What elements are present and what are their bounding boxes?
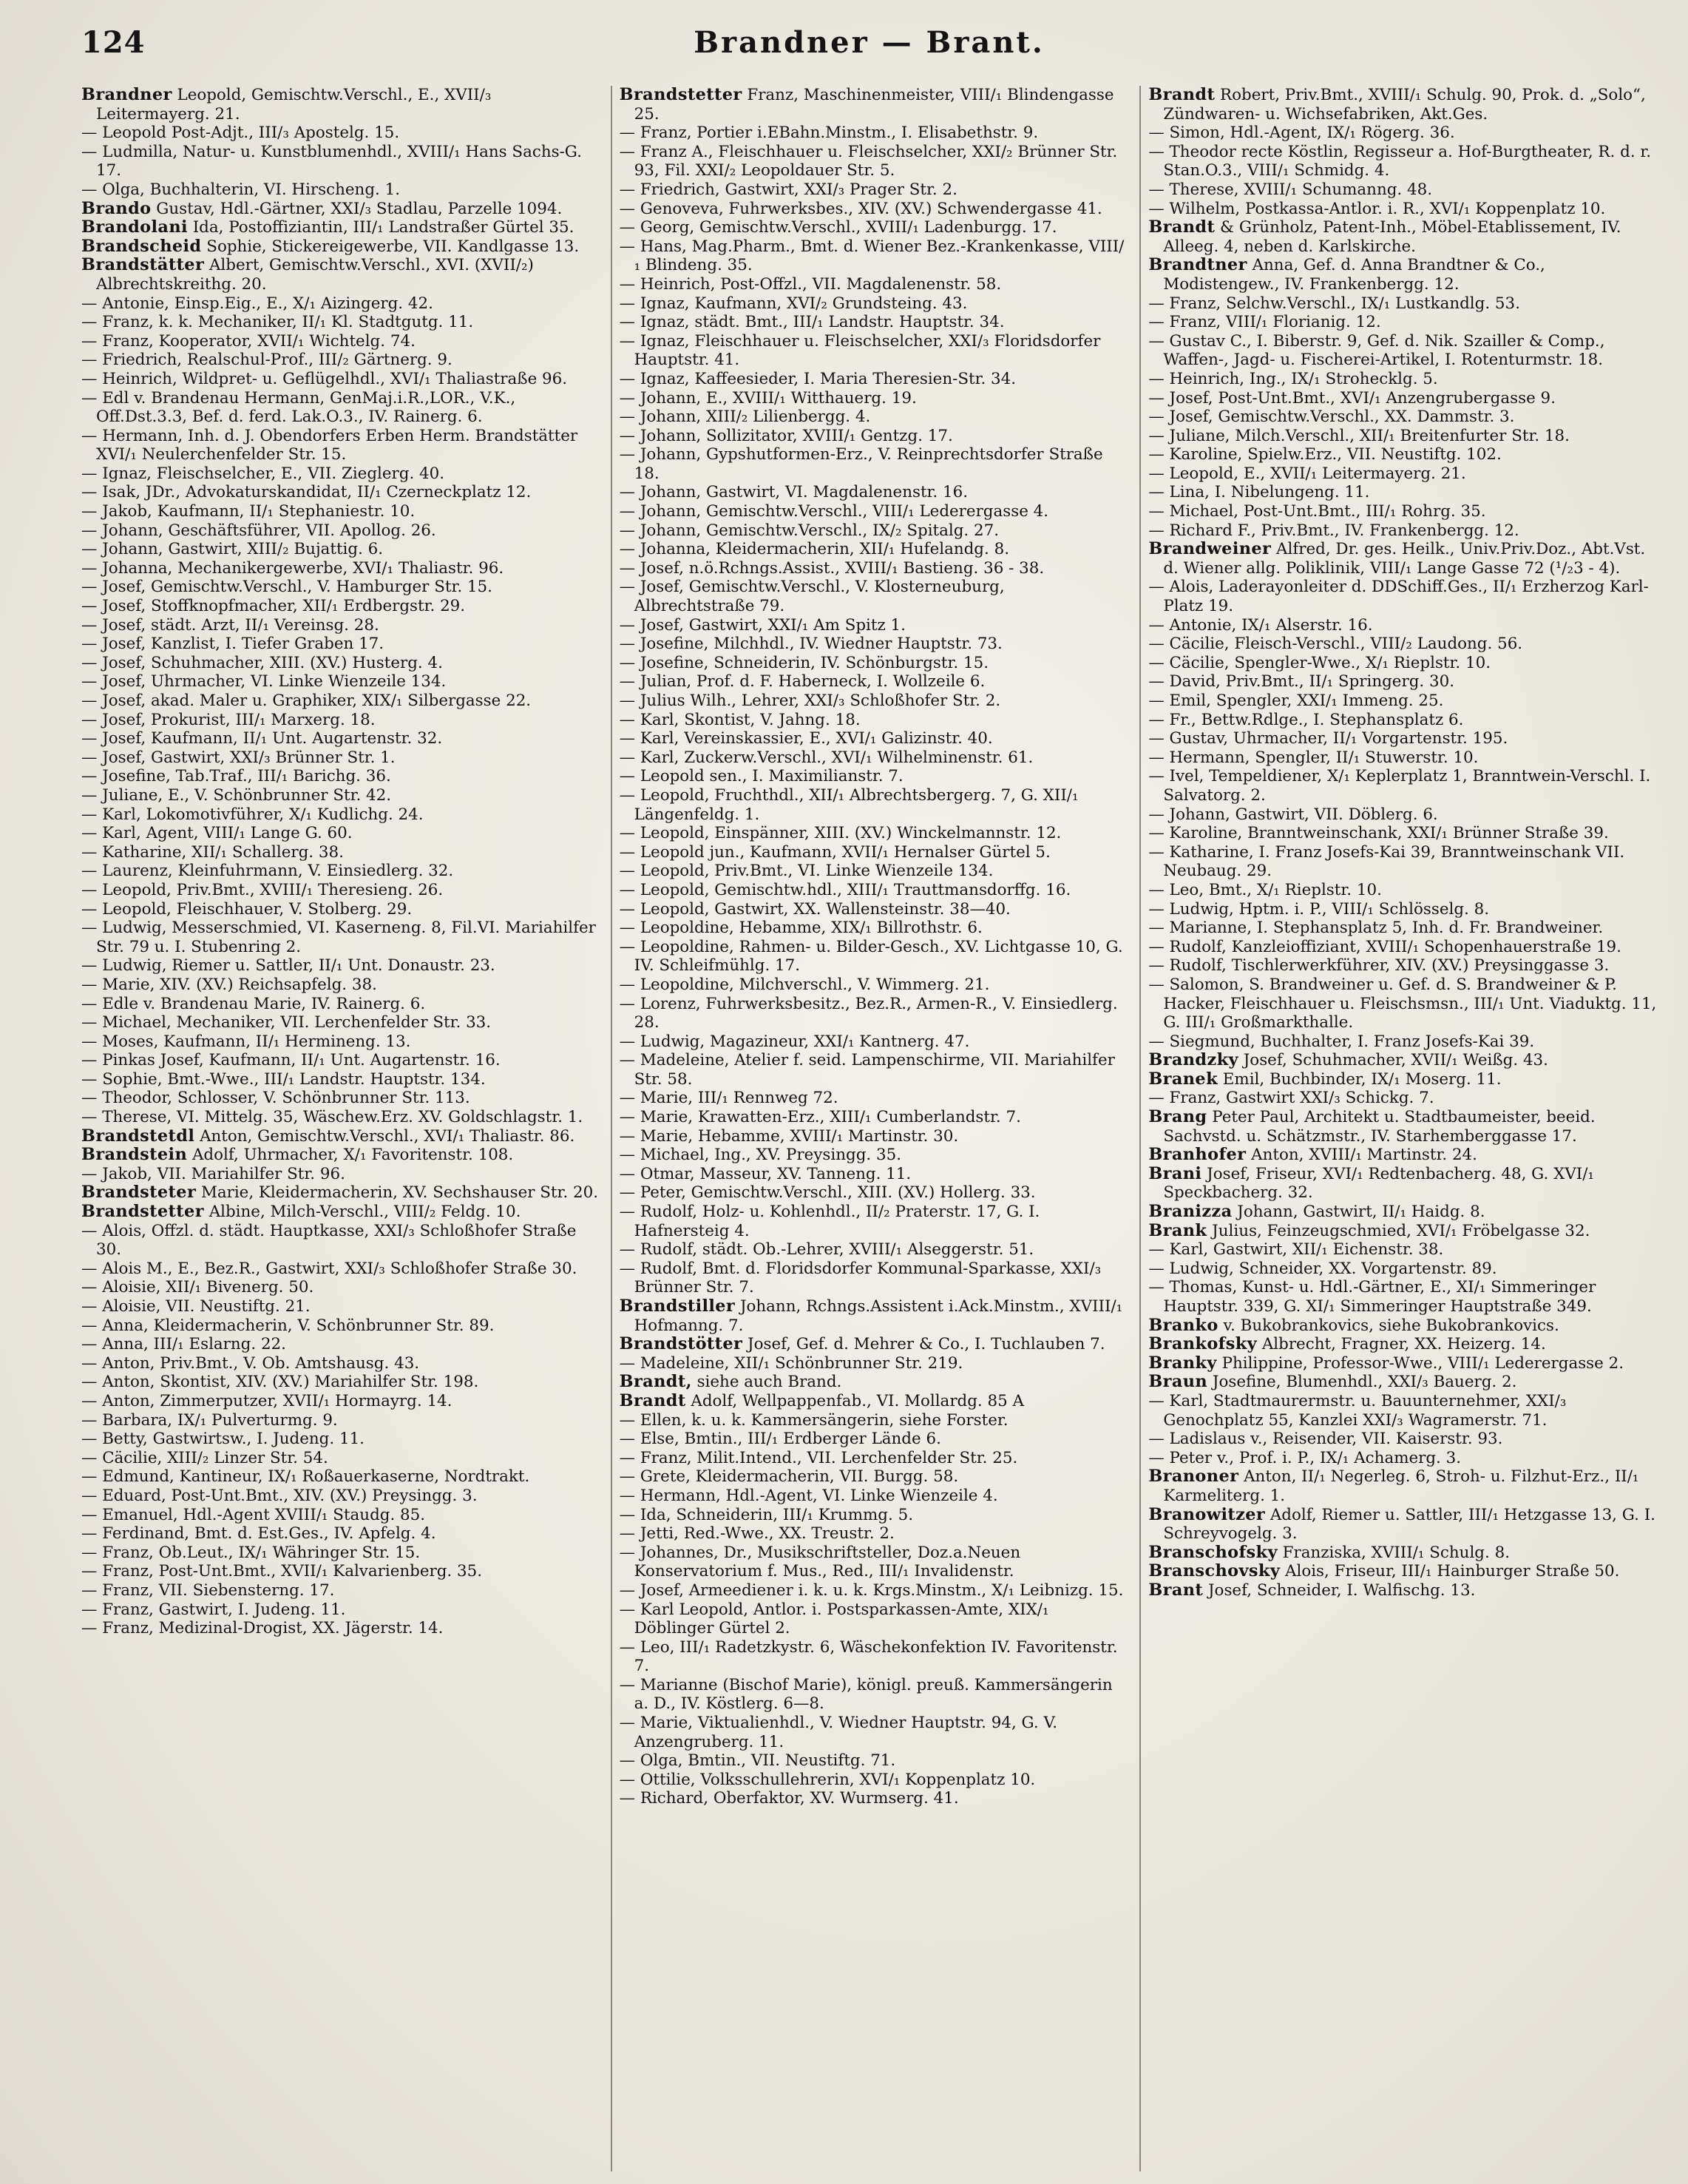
directory-entry: Brankofsky Albrecht, Fragner, XX. Heizerg. 14.: [1148, 1334, 1546, 1354]
directory-entry: — Josef, Prokurist, III/₁ Marxerg. 18.: [81, 710, 376, 729]
directory-entry: — Laurenz, Kleinfuhrmann, V. Einsiedlerg. 32.: [81, 862, 454, 881]
directory-entry: — David, Priv.Bmt., II/₁ Springerg. 30.: [1148, 672, 1454, 692]
directory-entry: — Karl, Vereinskassier, E., XVI/₁ Galizinstr. 40.: [619, 729, 993, 748]
directory-entry: — Franz A., Fleischhauer u. Fleischselcher, XXI/₂ Brünner Str. 93, Fil. XXI/₂ Leopoldauer Str. 5.: [619, 142, 1118, 180]
directory-entry: — Johann, Gastwirt, VII. Döblerg. 6.: [1148, 805, 1438, 824]
directory-entry: — Jakob, Kaufmann, II/₁ Stephaniestr. 10.: [81, 502, 416, 521]
directory-entry: — Richard F., Priv.Bmt., IV. Frankenbergg. 12.: [1148, 521, 1519, 540]
directory-entry: — Hermann, Inh. d. J. Obendorfers Erben Herm. Brandstätter XVI/₁ Neulerchenfelder Str. 15.: [81, 426, 578, 464]
directory-entry: — Johann, Gypshutformen-Erz., V. Reinprechtsdorfer Straße 18.: [619, 445, 1103, 483]
directory-entry: — Franz, Gastwirt, I. Judeng. 11.: [81, 1600, 346, 1619]
directory-entry: — Josef, Stoffknopfmacher, XII/₁ Erdbergstr. 29.: [81, 597, 466, 616]
running-head: [81, 21, 1657, 72]
directory-entry: — Franz, Post-Unt.Bmt., XVII/₁ Kalvarienberg. 35.: [81, 1562, 483, 1581]
directory-entry: — Hans, Mag.Pharm., Bmt. d. Wiener Bez.-Krankenkasse, VIII/₁ Blindeng. 35.: [619, 237, 1125, 275]
directory-entry: — Alois, Laderayonleiter d. DDSchiff.Ges., II/₁ Erzherzog Karl-Platz 19.: [1148, 578, 1649, 616]
directory-entry: Brandt, siehe auch Brand.: [619, 1372, 842, 1392]
directory-entry: — Franz, VII. Siebensterng. 17.: [81, 1580, 335, 1600]
directory-entry: — Ottilie, Volksschullehrerin, XVI/₁ Koppenplatz 10.: [619, 1770, 1036, 1789]
directory-entry: — Leopold, Gastwirt, XX. Wallensteinstr. 38—40.: [619, 899, 1011, 919]
directory-entry: — Leopold, Gemischtw.hdl., XIII/₁ Trauttmansdorffg. 16.: [619, 880, 1071, 899]
directory-entry: — Franz, Ob.Leut., IX/₁ Währinger Str. 15.: [81, 1543, 421, 1562]
directory-entry: — Leopold, Fleischhauer, V. Stolberg. 29.: [81, 899, 413, 919]
directory-entry: — Michael, Ing., XV. Preysingg. 35.: [619, 1146, 902, 1165]
directory-entry: Brank Julius, Feinzeugschmied, XVI/₁ Fröbelgasse 32.: [1148, 1220, 1590, 1240]
directory-entry: — Johann, Gemischtw.Verschl., IX/₂ Spitalg. 27.: [619, 521, 1000, 540]
directory-entry: — Leopoldine, Milchverschl., V. Wimmerg. 21.: [619, 975, 990, 994]
directory-entry: Brani Josef, Friseur, XVI/₁ Redtenbacherg. 48, G. XVI/₁ Speckbacherg. 32.: [1148, 1163, 1595, 1203]
directory-entry: — Eduard, Post-Unt.Bmt., XIV. (XV.) Preysingg. 3.: [81, 1486, 478, 1505]
directory-entry: — Leo, Bmt., X/₁ Rieplstr. 10.: [1148, 880, 1382, 899]
directory-entry: — Marie, XIV. (XV.) Reichsapfelg. 38.: [81, 975, 377, 994]
directory-entry: — Betty, Gastwirtsw., I. Judeng. 11.: [81, 1430, 365, 1449]
directory-entry: — Franz, Portier i.EBahn.Minstm., I. Elisabethstr. 9.: [619, 124, 1039, 143]
directory-entry: — Johanna, Mechanikergewerbe, XVI/₁ Thaliastr. 96.: [81, 558, 504, 578]
directory-entry: — Johann, Gastwirt, XIII/₂ Bujattig. 6.: [81, 540, 384, 559]
directory-entry: — Franz, VIII/₁ Florianig. 12.: [1148, 313, 1381, 332]
directory-entry: — Leopold, Einspänner, XIII. (XV.) Winckelmannstr. 12.: [619, 824, 1062, 843]
directory-entry: Brang Peter Paul, Architekt u. Stadtbaumeister, beeid. Sachvstd. u. Schätzmstr., IV. Starhemberggasse 17.: [1148, 1107, 1596, 1146]
directory-entry: — Isak, JDr., Advokaturskandidat, II/₁ Czerneckplatz 12.: [81, 483, 532, 502]
directory-entry: — Cäcilie, Spengler-Wwe., X/₁ Rieplstr. 10.: [1148, 653, 1491, 672]
directory-entry: — Josef, Gemischtw.Verschl., V. Klosterneuburg, Albrechtstraße 79.: [619, 578, 1005, 616]
directory-entry: — Josef, Post-Unt.Bmt., XVI/₁ Anzengrubergasse 9.: [1148, 388, 1556, 408]
directory-entry: — Johann, XIII/₂ Lilienbergg. 4.: [619, 408, 871, 427]
directory-entry: — Rudolf, Holz- u. Kohlenhdl., II/₂ Praterstr. 17, G. I. Hafnersteig 4.: [619, 1203, 1040, 1240]
directory-entry: — Lorenz, Fuhrwerksbesitz., Bez.R., Armen-R., V. Einsiedlerg. 28.: [619, 994, 1118, 1032]
directory-entry: — Ladislaus v., Reisender, VII. Kaiserstr. 93.: [1148, 1430, 1503, 1449]
directory-entry: Branko v. Bukobrankovics, siehe Bukobrankovics.: [1148, 1315, 1559, 1335]
directory-entry: — Ludwig, Hptm. i. P., VIII/₁ Schlösselg. 8.: [1148, 899, 1490, 919]
directory-entry: Brandscheid Sophie, Stickereigewerbe, VII. Kandlgasse 13.: [81, 236, 580, 256]
column-3: [1139, 86, 1657, 2171]
directory-entry: — Else, Bmtin., III/₁ Erdberger Lände 6.: [619, 1430, 941, 1449]
directory-entry: — Olga, Bmtin., VII. Neustiftg. 71.: [619, 1751, 896, 1771]
directory-entry: — Sophie, Bmt.-Wwe., III/₁ Landstr. Hauptstr. 134.: [81, 1069, 486, 1089]
directory-entry: — Josef, Gemischtw.Verschl., V. Hamburger Str. 15.: [81, 578, 492, 597]
directory-entry: — Michael, Mechaniker, VII. Lerchenfelder Str. 33.: [81, 1013, 492, 1032]
directory-entry: — Ignaz, Fleischhauer u. Fleischselcher, XXI/₃ Floridsdorfer Hauptstr. 41.: [619, 331, 1101, 370]
directory-entry: — Rudolf, Tischlerwerkführer, XIV. (XV.) Preysinggasse 3.: [1148, 956, 1610, 976]
directory-entry: — Franz, Medizinal-Drogist, XX. Jägerstr. 14.: [81, 1619, 444, 1638]
directory-entry: — Aloisie, VII. Neustiftg. 21.: [81, 1297, 311, 1316]
directory-entry: — Johann, E., XVIII/₁ Witthauerg. 19.: [619, 388, 917, 408]
directory-entry: — Ludmilla, Natur- u. Kunstblumenhdl., XVIII/₁ Hans Sachs-G. 17.: [81, 142, 582, 180]
directory-entry: — Ignaz, Kaufmann, XVI/₂ Grundsteing. 43.: [619, 294, 968, 313]
directory-entry: Branschofsky Franziska, XVIII/₁ Schulg. 8.: [1148, 1542, 1510, 1562]
directory-entry: — Barbara, IX/₁ Pulverturmg. 9.: [81, 1410, 338, 1430]
directory-entry: — Josef, Gastwirt, XXI/₁ Am Spitz 1.: [619, 615, 906, 635]
directory-entry: — Ludwig, Riemer u. Sattler, II/₁ Unt. Donaustr. 23.: [81, 956, 495, 976]
directory-entry: Brandolani Ida, Postoffiziantin, III/₁ Landstraßer Gürtel 35.: [81, 217, 574, 237]
directory-entry: Branizza Johann, Gastwirt, II/₁ Haidg. 8.: [1148, 1202, 1485, 1222]
directory-entry: — Anton, Priv.Bmt., V. Ob. Amtshausg. 43.: [81, 1353, 420, 1373]
directory-entry: — Therese, VI. Mittelg. 35, Wäschew.Erz. XV. Goldschlagstr. 1.: [81, 1108, 583, 1127]
directory-entry: — Rudolf, städt. Ob.-Lehrer, XVIII/₁ Alseggerstr. 51.: [619, 1240, 1034, 1260]
directory-entry: — Ignaz, städt. Bmt., III/₁ Landstr. Hauptstr. 34.: [619, 313, 1005, 332]
page-number: 124: [81, 25, 146, 60]
directory-entry: — Hermann, Spengler, II/₁ Stuwerstr. 10.: [1148, 748, 1479, 767]
directory-entry: — Ignaz, Fleischselcher, E., VII. Zieglerg. 40.: [81, 464, 445, 483]
directory-entry: — Rudolf, Bmt. d. Floridsdorfer Kommunal-Sparkasse, XXI/₃ Brünner Str. 7.: [619, 1259, 1102, 1297]
directory-entry: — Juliane, E., V. Schönbrunner Str. 42.: [81, 785, 392, 805]
directory-entry: — Hermann, Hdl.-Agent, VI. Linke Wienzeile 4.: [619, 1486, 998, 1505]
directory-entry: — Madeleine, XII/₁ Schönbrunner Str. 219.: [619, 1353, 963, 1373]
directory-entry: — Katharine, I. Franz Josefs-Kai 39, Branntweinschank VII. Neubaug. 29.: [1148, 842, 1625, 881]
directory-entry: — Antonie, Einsp.Eig., E., X/₁ Aizingerg. 42.: [81, 294, 433, 313]
directory-entry: — Leopoldine, Rahmen- u. Bilder-Gesch., XV. Lichtgasse 10, G. IV. Schleifmühlg. 17.: [619, 937, 1123, 976]
directory-entry: — Theodor, Schlosser, V. Schönbrunner Str. 113.: [81, 1089, 470, 1108]
directory-entry: — Ivel, Tempeldiener, X/₁ Keplerplatz 1, Branntwein-Verschl. I. Salvatorg. 2.: [1148, 767, 1651, 805]
directory-entry: — Edl v. Brandenau Hermann, GenMaj.i.R.,LOR., V.K., Off.Dst.3.3, Bef. d. ferd. Lak.O.3., IV. Rainerg. 6.: [81, 388, 516, 427]
directory-entry: Brandsteter Marie, Kleidermacherin, XV. Sechshauser Str. 20.: [81, 1183, 599, 1203]
directory-entry: — Richard, Oberfaktor, XV. Wurmserg. 41.: [619, 1789, 959, 1808]
directory-entry: — Josef, akad. Maler u. Graphiker, XIX/₁ Silbergasse 22.: [81, 692, 532, 710]
directory-entry: — Heinrich, Post-Offzl., VII. Magdalenenstr. 58.: [619, 274, 1002, 294]
directory-entry: — Cäcilie, Fleisch-Verschl., VIII/₂ Laudong. 56.: [1148, 635, 1523, 654]
directory-entry: — Anton, Skontist, XIV. (XV.) Mariahilfer Str. 198.: [81, 1373, 479, 1392]
directory-entry: — Marie, Viktualienhdl., V. Wiedner Hauptstr. 94, G. V. Anzengruberg. 11.: [619, 1714, 1057, 1751]
directory-entry: — Fr., Bettw.Rdlge., I. Stephansplatz 6.: [1148, 710, 1464, 729]
directory-entry: — Johanna, Kleidermacherin, XII/₁ Hufelandg. 8.: [619, 540, 1010, 559]
directory-entry: — Karl, Stadtmaurermstr. u. Bauunternehmer, XXI/₃ Genochplatz 55, Kanzlei XXI/₃ Wagramerstr. 71.: [1148, 1391, 1567, 1430]
directory-entry: — Josef, Kaufmann, II/₁ Unt. Augartenstr. 32.: [81, 729, 443, 748]
directory-entry: — Johann, Geschäftsführer, VII. Apollog. 26.: [81, 521, 436, 540]
directory-entry: — Leopold, E., XVII/₁ Leitermayerg. 21.: [1148, 464, 1466, 483]
directory-entry: — Siegmund, Buchhalter, I. Franz Josefs-Kai 39.: [1148, 1032, 1535, 1051]
directory-entry: — Grete, Kleidermacherin, VII. Burgg. 58.: [619, 1467, 959, 1487]
directory-entry: — Franz, Kooperator, XVII/₁ Wichtelg. 74.: [81, 331, 416, 351]
directory-entry: — Georg, Gemischtw.Verschl., XVIII/₁ Ladenburgg. 17.: [619, 218, 1057, 237]
directory-entry: — Katharine, XII/₁ Schallerg. 38.: [81, 842, 344, 862]
directory-entry: — Ellen, k. u. k. Kammersängerin, siehe Forster.: [619, 1410, 1009, 1430]
directory-entry: — Peter v., Prof. i. P., IX/₁ Achamerg. 3.: [1148, 1448, 1462, 1467]
directory-entry: — Leopold jun., Kaufmann, XVII/₁ Hernalser Gürtel 5.: [619, 842, 1051, 862]
directory-entry: Branky Philippine, Professor-Wwe., VIII/₁ Lederergasse 2.: [1148, 1353, 1624, 1373]
directory-entry: Brandstetter Franz, Maschinenmeister, VIII/₁ Blindengasse 25.: [619, 86, 1114, 124]
directory-entry: — Alois, Offzl. d. städt. Hauptkasse, XXI/₃ Schloßhofer Straße 30.: [81, 1221, 577, 1260]
column-2: [611, 86, 1128, 2171]
directory-entry: — Thomas, Kunst- u. Hdl.-Gärtner, E., XI/₁ Simmeringer Hauptstr. 339, G. XI/₁ Simmeringer Hauptstraße 349.: [1148, 1278, 1596, 1316]
directory-entry: — Leopold sen., I. Maximilianstr. 7.: [619, 767, 904, 786]
directory-entry: — Otmar, Masseur, XV. Tanneng. 11.: [619, 1164, 912, 1183]
directory-entry: — Marie, III/₁ Rennweg 72.: [619, 1089, 838, 1108]
directory-entry: — Michael, Post-Unt.Bmt., III/₁ Rohrg. 35.: [1148, 502, 1486, 521]
directory-entry: — Johann, Gemischtw.Verschl., VIII/₁ Lederergasse 4.: [619, 502, 1049, 521]
directory-entry: Branhofer Anton, XVIII/₁ Martinstr. 24.: [1148, 1145, 1477, 1165]
directory-entry: — Gustav C., I. Biberstr. 9, Gef. d. Nik. Szailler & Comp., Waffen-, Jagd- u. Fischerei-Artikel, I. Rotenturmstr. 18.: [1148, 331, 1605, 370]
directory-entry: — Therese, XVIII/₁ Schumanng. 48.: [1148, 180, 1433, 199]
directory-entry: — Marianne, I. Stephansplatz 5, Inh. d. Fr. Brandweiner.: [1148, 919, 1604, 938]
directory-entry: — Anna, III/₁ Eslarng. 22.: [81, 1335, 286, 1354]
directory-entry: Brandt Adolf, Wellpappenfab., VI. Mollardg. 85 A: [619, 1390, 1024, 1410]
directory-entry: — Josef, Uhrmacher, VI. Linke Wienzeile 134.: [81, 672, 447, 692]
directory-columns: [81, 86, 1657, 2171]
column-1: [81, 86, 599, 2171]
directory-entry: — Ludwig, Magazineur, XXI/₁ Kantnerg. 47.: [619, 1032, 970, 1051]
directory-entry: Brandstetdl Anton, Gemischtw.Verschl., XVI/₁ Thaliastr. 86.: [81, 1126, 575, 1146]
directory-entry: — Karl, Skontist, V. Jahng. 18.: [619, 710, 861, 729]
directory-entry: — Heinrich, Wildpret- u. Geflügelhdl., XVI/₁ Thaliastraße 96.: [81, 369, 568, 388]
directory-entry: — Josefine, Milchhdl., IV. Wiedner Hauptstr. 73.: [619, 635, 1003, 654]
directory-entry: — Friedrich, Gastwirt, XXI/₃ Prager Str. 2.: [619, 180, 957, 199]
directory-entry: — Rudolf, Kanzleioffiziant, XVIII/₁ Schopenhauerstraße 19.: [1148, 937, 1621, 956]
directory-entry: Brandtner Anna, Gef. d. Anna Brandtner & Co., Modistengew., IV. Frankenbergg. 12.: [1148, 255, 1545, 294]
directory-entry: — Josefine, Tab.Traf., III/₁ Barichg. 36.: [81, 767, 391, 786]
directory-entry: — Karoline, Branntweinschank, XXI/₁ Brünner Straße 39.: [1148, 824, 1609, 843]
directory-entry: — Leopold, Priv.Bmt., VI. Linke Wienzeile 134.: [619, 862, 994, 881]
directory-entry: — Edmund, Kantineur, IX/₁ Roßauerkaserne, Nordtrakt.: [81, 1467, 530, 1487]
directory-entry: — Josefine, Schneiderin, IV. Schönburgstr. 15.: [619, 653, 989, 672]
directory-entry: — Marie, Hebamme, XVIII/₁ Martinstr. 30.: [619, 1126, 959, 1146]
directory-entry: — Emanuel, Hdl.-Agent XVIII/₁ Staudg. 85.: [81, 1505, 426, 1524]
directory-entry: — Anna, Kleidermacherin, V. Schönbrunner Str. 89.: [81, 1316, 495, 1335]
directory-entry: Brandstätter Albert, Gemischtw.Verschl., XVI. (XVII/₂) Albrechtskreithg. 20.: [81, 255, 534, 294]
directory-entry: — Alois M., E., Bez.R., Gastwirt, XXI/₃ Schloßhofer Straße 30.: [81, 1259, 577, 1278]
directory-entry: — Karoline, Spielw.Erz., VII. Neustiftg. 102.: [1148, 445, 1502, 464]
directory-entry: Brando Gustav, Hdl.-Gärtner, XXI/₃ Stadlau, Parzelle 1094.: [81, 198, 563, 218]
directory-entry: — Franz, Milit.Intend., VII. Lerchenfelder Str. 25.: [619, 1448, 1018, 1467]
directory-entry: Branek Emil, Buchbinder, IX/₁ Moserg. 11.: [1148, 1069, 1502, 1089]
directory-entry: — Wilhelm, Postkassa-Antlor. i. R., XVI/₁ Koppenplatz 10.: [1148, 199, 1606, 218]
directory-entry: Brandstiller Johann, Rchngs.Assistent i.Ack.Minstm., XVIII/₁ Hofmanng. 7.: [619, 1296, 1123, 1335]
directory-entry: Branschovsky Alois, Friseur, III/₁ Hainburger Straße 50.: [1148, 1561, 1620, 1581]
directory-entry: — Gustav, Uhrmacher, II/₁ Vorgartenstr. 195.: [1148, 729, 1508, 748]
directory-entry: Brant Josef, Schneider, I. Walfischg. 13.: [1148, 1580, 1476, 1600]
directory-entry: — Karl Leopold, Antlor. i. Postsparkassen-Amte, XIX/₁ Döblinger Gürtel 2.: [619, 1600, 1049, 1638]
directory-entry: — Olga, Buchhalterin, VI. Hirscheng. 1.: [81, 180, 401, 199]
directory-entry: Brandstötter Josef, Gef. d. Mehrer & Co., I. Tuchlauben 7.: [619, 1334, 1105, 1354]
directory-entry: — Aloisie, XII/₁ Bivenerg. 50.: [81, 1278, 314, 1297]
directory-entry: — Josef, n.ö.Rchngs.Assist., XVIII/₁ Bastieng. 36 - 38.: [619, 558, 1045, 578]
directory-entry: — Franz, k. k. Mechaniker, II/₁ Kl. Stadtgutg. 11.: [81, 313, 474, 332]
directory-entry: — Jetti, Red.-Wwe., XX. Treustr. 2.: [619, 1524, 895, 1544]
directory-entry: — Anton, Zimmerputzer, XVII/₁ Hormayrg. 14.: [81, 1391, 452, 1410]
directory-entry: — Emil, Spengler, XXI/₁ Immeng. 25.: [1148, 692, 1444, 710]
directory-entry: — Franz, Selchw.Verschl., IX/₁ Lustkandlg. 53.: [1148, 294, 1520, 313]
directory-entry: Brandstein Adolf, Uhrmacher, X/₁ Favoritenstr. 108.: [81, 1145, 514, 1165]
directory-entry: — Karl, Gastwirt, XII/₁ Eichenstr. 38.: [1148, 1240, 1444, 1260]
directory-entry: — Josef, Schuhmacher, XIII. (XV.) Husterg. 4.: [81, 653, 443, 672]
directory-entry: Branoner Anton, II/₁ Negerleg. 6, Stroh- u. Filzhut-Erz., II/₁ Karmeliterg. 1.: [1148, 1467, 1639, 1505]
directory-entry: — Ferdinand, Bmt. d. Est.Ges., IV. Apfelg. 4.: [81, 1524, 436, 1544]
directory-entry: — Leopold Post-Adjt., III/₃ Apostelg. 15.: [81, 124, 400, 143]
directory-entry: — Josef, städt. Arzt, II/₁ Vereinsg. 28.: [81, 615, 379, 635]
directory-entry: — Johann, Gastwirt, VI. Magdalenenstr. 16.: [619, 483, 969, 502]
directory-entry: — Simon, Hdl.-Agent, IX/₁ Rögerg. 36.: [1148, 124, 1455, 143]
directory-entry: — Lina, I. Nibelungeng. 11.: [1148, 483, 1370, 502]
directory-entry: — Edle v. Brandenau Marie, IV. Rainerg. 6.: [81, 994, 426, 1013]
directory-entry: — Ignaz, Kaffeesieder, I. Maria Theresien-Str. 34.: [619, 369, 1017, 388]
directory-entry: — Josef, Gemischtw.Verschl., XX. Dammstr. 3.: [1148, 408, 1515, 427]
directory-entry: — Cäcilie, XIII/₂ Linzer Str. 54.: [81, 1448, 328, 1467]
directory-entry: — Moses, Kaufmann, II/₁ Hermineng. 13.: [81, 1032, 411, 1051]
directory-entry: — Karl, Lokomotivführer, X/₁ Kudlichg. 24.: [81, 805, 424, 824]
directory-entry: — Heinrich, Ing., IX/₁ Strohecklg. 5.: [1148, 369, 1438, 388]
directory-entry: Brandt & Grünholz, Patent-Inh., Möbel-Etablissement, IV. Alleeg. 4, neben d. Karlskirche.: [1148, 217, 1621, 256]
directory-entry: Brandstetter Albine, Milch-Verschl., VIII/₂ Feldg. 10.: [81, 1202, 521, 1222]
directory-entry: — Leopold, Fruchthdl., XII/₁ Albrechtsbergerg. 7, G. XII/₁ Längenfeldg. 1.: [619, 785, 1079, 824]
directory-entry: — Salomon, S. Brandweiner u. Gef. d. S. Brandweiner & P. Hacker, Fleischhauer u. Fleischsmsn., III/₁ Unt. Viaduktg. 11, G. III/₁ Großmarkthalle.: [1148, 975, 1657, 1032]
directory-entry: — Theodor recte Köstlin, Regisseur a. Hof-Burgtheater, R. d. r. Stan.O.3., VIII/₁ Schmidg. 4.: [1148, 142, 1652, 180]
directory-entry: — Julius Wilh., Lehrer, XXI/₃ Schloßhofer Str. 2.: [619, 692, 1001, 710]
directory-entry: — Peter, Gemischtw.Verschl., XIII. (XV.) Hollerg. 33.: [619, 1183, 1036, 1203]
directory-entry: — Julian, Prof. d. F. Haberneck, I. Wollzeile 6.: [619, 672, 986, 692]
directory-entry: — Karl, Agent, VIII/₁ Lange G. 60.: [81, 824, 353, 843]
directory-entry: Brandzky Josef, Schuhmacher, XVII/₁ Weißg. 43.: [1148, 1050, 1548, 1070]
directory-entry: — Johann, Sollizitator, XVIII/₁ Gentzg. 17.: [619, 426, 953, 445]
directory-entry: — Johannes, Dr., Musikschriftsteller, Doz.a.Neuen Konservatorium f. Mus., Red., III/₁ Invalidenstr.: [619, 1543, 1021, 1581]
directory-entry: Brandweiner Alfred, Dr. ges. Heilk., Univ.Priv.Doz., Abt.Vst. d. Wiener allg. Poliklinik, VIII/₁ Lange Gasse 72 (¹/₂3 - 4).: [1148, 539, 1646, 578]
directory-entry: — Pinkas Josef, Kaufmann, II/₁ Unt. Augartenstr. 16.: [81, 1051, 501, 1070]
directory-entry: — Josef, Gastwirt, XXI/₃ Brünner Str. 1.: [81, 748, 396, 767]
directory-entry: — Karl, Zuckerw.Verschl., XVI/₁ Wilhelminenstr. 61.: [619, 748, 1034, 767]
directory-entry: — Leo, III/₁ Radetzkystr. 6, Wäschekonfektion IV. Favoritenstr. 7.: [619, 1637, 1118, 1676]
directory-entry: — Leopold, Priv.Bmt., XVIII/₁ Theresieng. 26.: [81, 880, 444, 899]
directory-entry: — Madeleine, Atelier f. seid. Lampenschirme, VII. Mariahilfer Str. 58.: [619, 1051, 1115, 1089]
directory-entry: — Antonie, IX/₁ Alserstr. 16.: [1148, 615, 1373, 635]
directory-entry: — Friedrich, Realschul-Prof., III/₂ Gärtnerg. 9.: [81, 351, 452, 370]
directory-entry: Branowitzer Adolf, Riemer u. Sattler, III/₁ Hetzgasse 13, G. I. Schreyvogelg. 3.: [1148, 1504, 1655, 1544]
directory-entry: Braun Josefine, Blumenhdl., XXI/₃ Bauerg. 2.: [1148, 1372, 1517, 1392]
directory-entry: Brandner Leopold, Gemischtw.Verschl., E., XVII/₃ Leitermayerg. 21.: [81, 86, 492, 124]
directory-entry: Brandt Robert, Priv.Bmt., XVIII/₁ Schulg. 90, Prok. d. „Solo“, Zündwaren- u. Wichsefabriken, Akt.Ges.: [1148, 86, 1646, 124]
directory-entry: — Marie, Krawatten-Erz., XIII/₁ Cumberlandstr. 7.: [619, 1108, 1021, 1127]
directory-entry: — Leopoldine, Hebamme, XIX/₁ Billrothstr. 6.: [619, 919, 983, 938]
directory-entry: — Josef, Armeediener i. k. u. k. Krgs.Minstm., X/₁ Leibnizg. 15.: [619, 1580, 1124, 1600]
directory-entry: — Franz, Gastwirt XXI/₃ Schickg. 7.: [1148, 1089, 1434, 1108]
directory-entry: — Genoveva, Fuhrwerksbes., XIV. (XV.) Schwendergasse 41.: [619, 199, 1102, 218]
directory-entry: — Ida, Schneiderin, III/₁ Krummg. 5.: [619, 1505, 914, 1524]
directory-entry: — Ludwig, Schneider, XX. Vorgartenstr. 89.: [1148, 1259, 1497, 1278]
directory-entry: — Juliane, Milch.Verschl., XII/₁ Breitenfurter Str. 18.: [1148, 426, 1570, 445]
directory-entry: — Marianne (Bischof Marie), königl. preuß. Kammersängerin a. D., IV. Köstlerg. 6—8.: [619, 1675, 1113, 1714]
directory-entry: — Ludwig, Messerschmied, VI. Kaserneng. 8, Fil.VI. Mariahilfer Str. 79 u. I. Stubenring 2.: [81, 919, 596, 956]
directory-entry: — Jakob, VII. Mariahilfer Str. 96.: [81, 1164, 345, 1183]
page-title: Brandner — Brant.: [694, 25, 1045, 60]
directory-entry: — Josef, Kanzlist, I. Tiefer Graben 17.: [81, 635, 384, 654]
